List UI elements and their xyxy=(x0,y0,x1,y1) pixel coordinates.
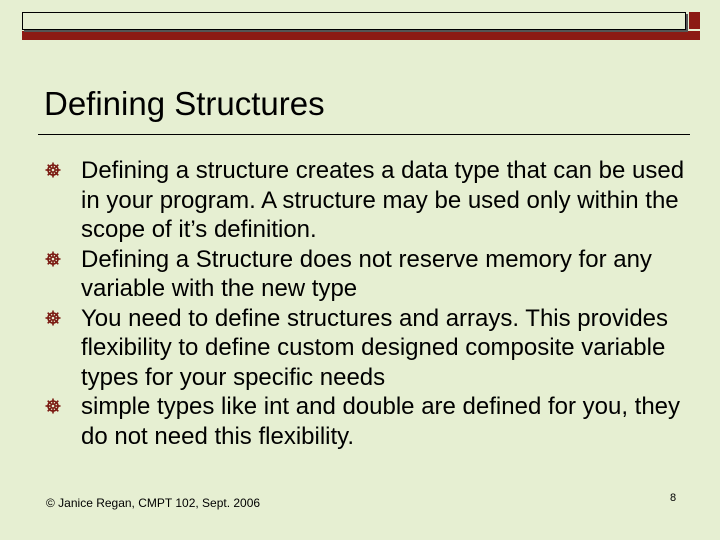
bullet-text: simple types like int and double are defined for you, they do not need this flexibility. xyxy=(81,393,681,450)
slide-title: Defining Structures xyxy=(44,85,325,122)
bullet-item xyxy=(45,156,695,245)
bullet-item xyxy=(45,392,695,451)
bullet-text: You need to define structures and arrays. This provides flexibility to define custom designed composite variable types for your specific needs xyxy=(81,304,669,391)
bullet-text: Defining a structure creates a data type that can be used in your program. A structure may be used only within the scope of it’s definition. xyxy=(81,157,685,243)
title-divider xyxy=(38,134,690,135)
wheel-bullet-icon xyxy=(45,162,61,178)
top-accent-bar xyxy=(22,31,700,40)
footer-copyright: © Janice Regan, CMPT 102, Sept. 2006 xyxy=(46,496,261,510)
bullet-text: Defining a Structure does not reserve memory for any variable with the new type xyxy=(81,245,652,302)
wheel-bullet-icon xyxy=(45,310,61,326)
top-outline-box xyxy=(22,12,686,30)
wheel-bullet-icon xyxy=(45,251,61,267)
page-number: 8 xyxy=(670,492,677,504)
wheel-bullet-icon xyxy=(45,398,61,414)
top-accent-square xyxy=(689,12,700,29)
bullet-item xyxy=(45,245,695,304)
bullet-item xyxy=(45,304,695,393)
bullet-list xyxy=(45,156,695,451)
